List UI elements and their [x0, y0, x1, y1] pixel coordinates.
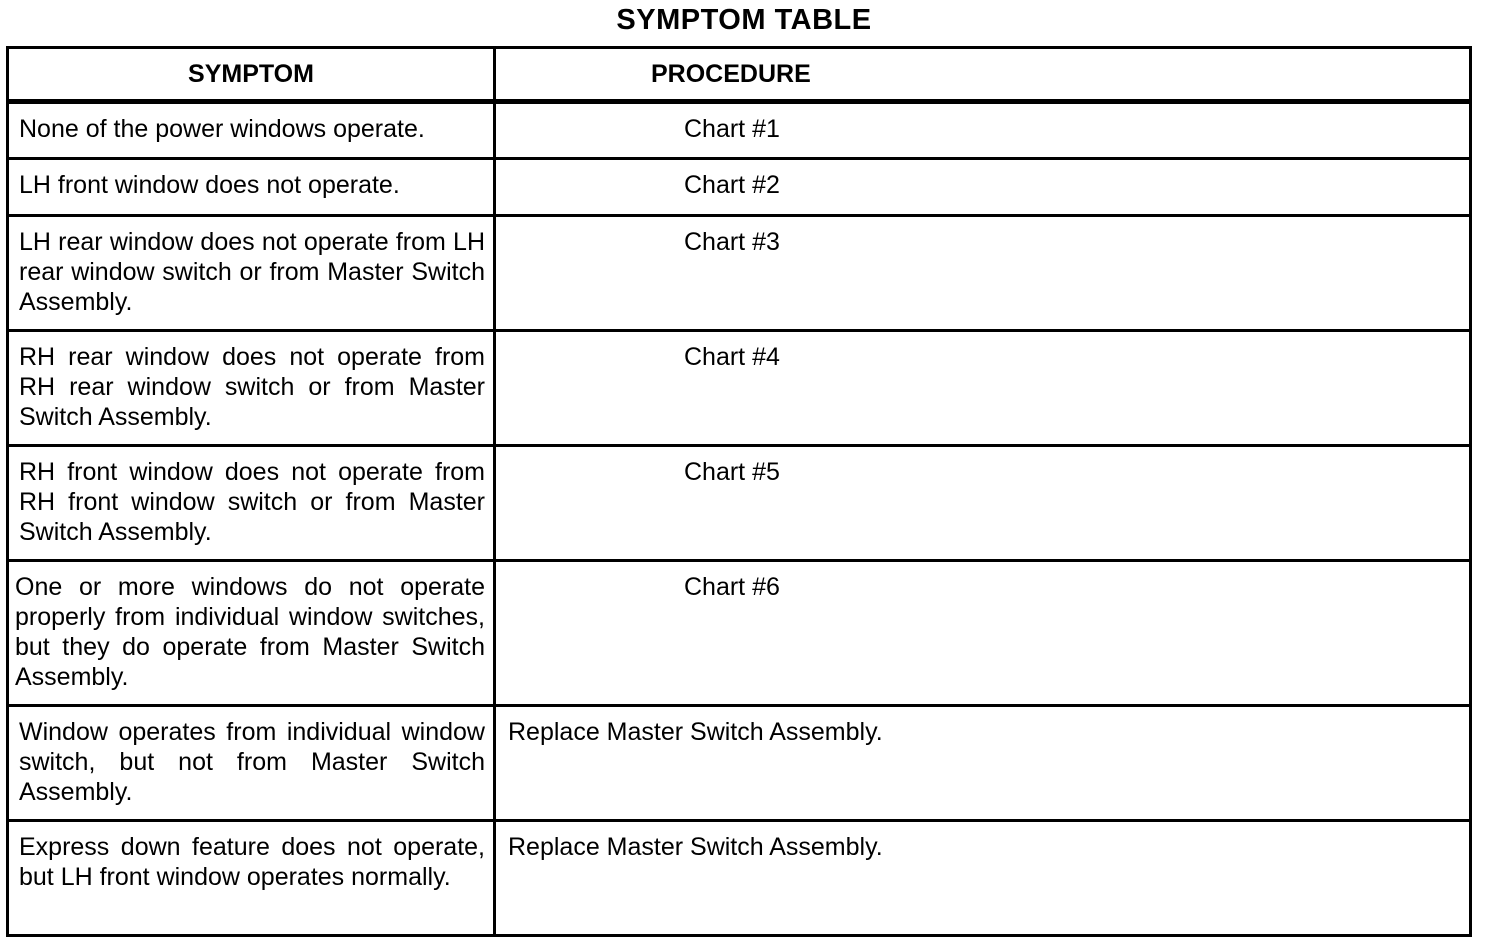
symptom-cell: None of the power windows operate.: [8, 102, 495, 159]
procedure-cell: Chart #3: [495, 216, 1471, 331]
table-row: [8, 216, 1471, 331]
procedure-cell: Chart #5: [495, 446, 1471, 561]
table-row: [8, 561, 1471, 706]
column-header-procedure: PROCEDURE: [495, 48, 1471, 102]
symptom-cell: One or more windows do not operate properly from individual window switches, but they do operate from Master Switch Assembly.: [8, 561, 495, 706]
table-row: [8, 821, 1471, 936]
table-row: [8, 102, 1471, 159]
symptom-cell: Window operates from individual window switch, but not from Master Switch Assembly.: [8, 706, 495, 821]
page-title: SYMPTOM TABLE: [616, 4, 872, 36]
symptom-cell: RH front window does not operate from RH front window switch or from Master Switch Assembly.: [8, 446, 495, 561]
procedure-cell: Chart #6: [495, 561, 1471, 706]
table-row: [8, 446, 1471, 561]
table-row: [8, 706, 1471, 821]
symptom-cell: Express down feature does not operate, but LH front window operates normally.: [8, 821, 495, 936]
procedure-cell: Replace Master Switch Assembly.: [495, 706, 1471, 821]
symptom-cell: LH front window does not operate.: [8, 159, 495, 216]
table-row: [8, 159, 1471, 216]
symptom-table: [6, 46, 1472, 937]
symptom-cell: LH rear window does not operate from LH rear window switch or from Master Switch Assembly.: [8, 216, 495, 331]
table-row: [8, 331, 1471, 446]
procedure-cell: Chart #1: [495, 102, 1471, 159]
column-header-symptom: SYMPTOM: [8, 48, 495, 102]
symptom-cell: RH rear window does not operate from RH rear window switch or from Master Switch Assembly.: [8, 331, 495, 446]
procedure-cell: Chart #4: [495, 331, 1471, 446]
table-header-row: [8, 48, 1471, 102]
procedure-cell: Chart #2: [495, 159, 1471, 216]
procedure-cell: Replace Master Switch Assembly.: [495, 821, 1471, 936]
